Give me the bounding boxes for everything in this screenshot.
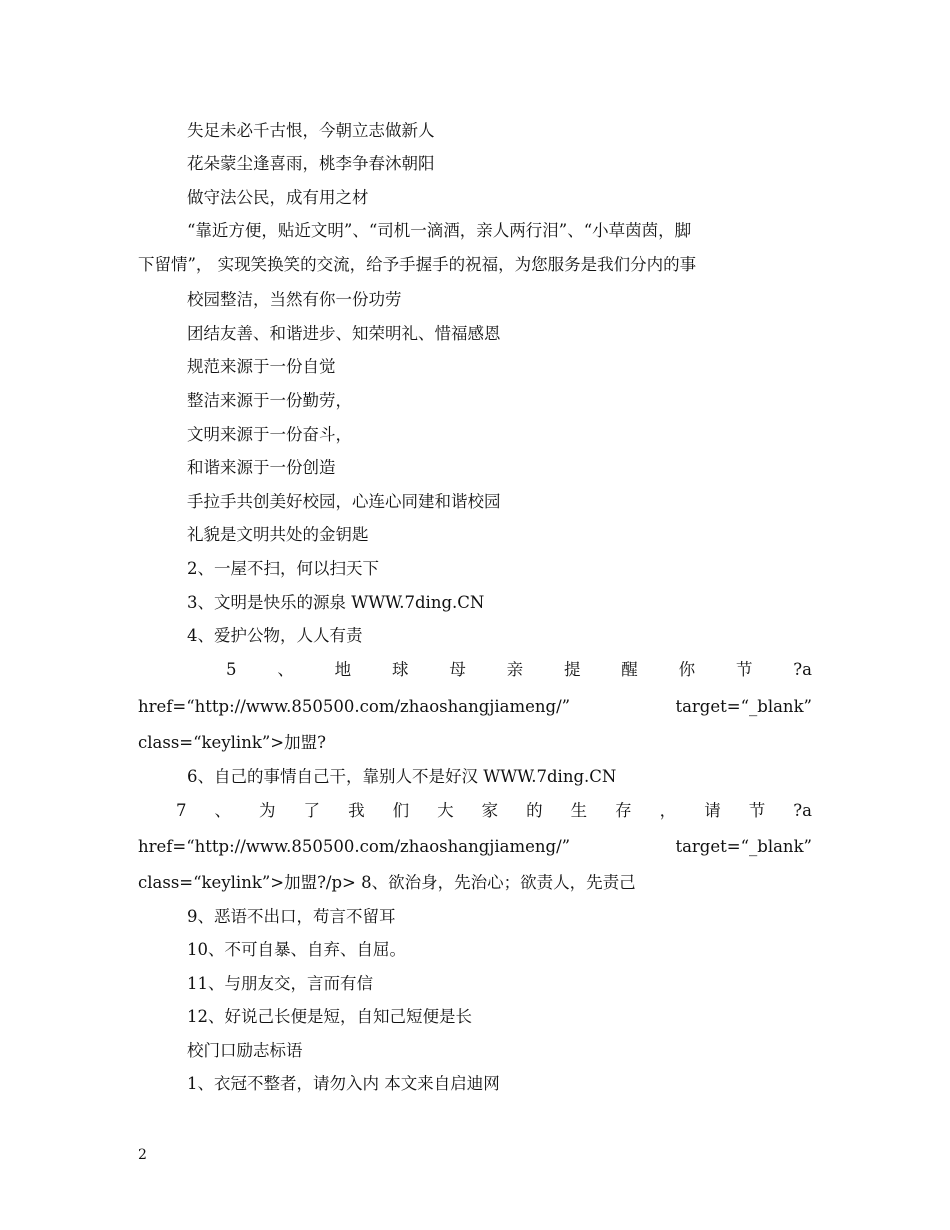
word: 为 bbox=[259, 801, 276, 820]
list-item: 1、衣冠不整者，请勿入内 本文来自启迪网 bbox=[187, 1074, 500, 1093]
justified-line-item7 bbox=[138, 799, 812, 823]
text-line: 礼貌是文明共处的金钥匙 bbox=[187, 525, 369, 544]
text-line: 团结友善、和谐进步、知荣明礼、惜福感恩 bbox=[187, 324, 501, 343]
list-item: 9、恶语不出口，苟言不留耳 bbox=[187, 907, 396, 926]
word: ?a bbox=[793, 801, 812, 820]
word: 球 bbox=[391, 660, 409, 679]
list-item: 3、文明是快乐的源泉 WWW.7ding.CN bbox=[187, 593, 485, 612]
text-line: 手拉手共创美好校园，心连心同建和谐校园 bbox=[187, 492, 501, 511]
word: 节 bbox=[748, 801, 766, 820]
text-line: 下留情”， 实现笑换笑的交流，给予手握手的祝福，为您服务是我们分内的事 bbox=[138, 255, 697, 274]
href-text: href=“http://www.850500.com/zhaoshangjiameng/” bbox=[138, 837, 571, 856]
list-item: 10、不可自暴、自弃、自屈。 bbox=[187, 940, 406, 959]
href-line-item5 bbox=[138, 695, 812, 719]
word: 大 bbox=[437, 801, 454, 820]
word: 的 bbox=[526, 801, 543, 820]
section-heading: 校门口励志标语 bbox=[187, 1041, 303, 1060]
word: 亲 bbox=[506, 660, 524, 679]
word: 我 bbox=[348, 801, 365, 820]
word: 、 bbox=[214, 801, 232, 820]
word: ?a bbox=[793, 660, 812, 679]
word: 醒 bbox=[621, 660, 638, 679]
word: 7 bbox=[176, 801, 187, 820]
word: 生 bbox=[570, 801, 588, 820]
word: 请 bbox=[704, 801, 721, 820]
word: 家 bbox=[481, 801, 499, 820]
word: 、 bbox=[277, 660, 294, 679]
text-line: 文明来源于一份奋斗， bbox=[187, 425, 352, 444]
class-line-item7: class=“keylink”>加盟?/p> 8、欲治身，先治心；欲责人，先责己 bbox=[138, 873, 636, 892]
href-text: href=“http://www.850500.com/zhaoshangjiameng/” bbox=[138, 697, 571, 716]
text-line: 失足未必千古恨，今朝立志做新人 bbox=[187, 121, 435, 140]
text-line: 和谐来源于一份创造 bbox=[187, 458, 336, 477]
word: 母 bbox=[449, 660, 466, 679]
list-item: 12、好说己长便是短，自知己短便是长 bbox=[187, 1007, 472, 1026]
target-text: target=“_blank” bbox=[675, 837, 812, 856]
word: 存 bbox=[615, 801, 632, 820]
word: 5 bbox=[226, 660, 237, 679]
text-line: 规范来源于一份自觉 bbox=[187, 357, 336, 376]
text-line: 做守法公民，成有用之材 bbox=[187, 188, 369, 207]
word: 了 bbox=[303, 801, 321, 820]
list-item: 2、一屋不扫，何以扫天下 bbox=[187, 559, 379, 578]
word: 节 bbox=[735, 660, 753, 679]
target-text: target=“_blank” bbox=[675, 697, 812, 716]
list-item: 11、与朋友交，言而有信 bbox=[187, 974, 373, 993]
text-line: 整洁来源于一份勤劳， bbox=[187, 391, 352, 410]
word: 提 bbox=[563, 660, 581, 679]
justified-line-item5 bbox=[138, 658, 812, 682]
list-item: 6、自己的事情自己干，靠别人不是好汉 WWW.7ding.CN bbox=[187, 767, 617, 786]
list-item: 4、爱护公物，人人有责 bbox=[187, 626, 363, 645]
page-number: 2 bbox=[138, 1147, 147, 1163]
class-line-item5: class=“keylink”>加盟? bbox=[138, 733, 326, 752]
word: 地 bbox=[334, 660, 352, 679]
text-line: “靠近方便，贴近文明”、“司机一滴酒，亲人两行泪”、“小草茵茵，脚 bbox=[187, 221, 692, 240]
text-line: 花朵蒙尘逢喜雨，桃李争春沐朝阳 bbox=[187, 154, 435, 173]
text-line: 校园整洁，当然有你一份功劳 bbox=[187, 290, 402, 309]
href-line-item7 bbox=[138, 835, 812, 859]
word: 你 bbox=[678, 660, 696, 679]
word: 们 bbox=[392, 801, 410, 820]
word: ， bbox=[659, 801, 677, 820]
